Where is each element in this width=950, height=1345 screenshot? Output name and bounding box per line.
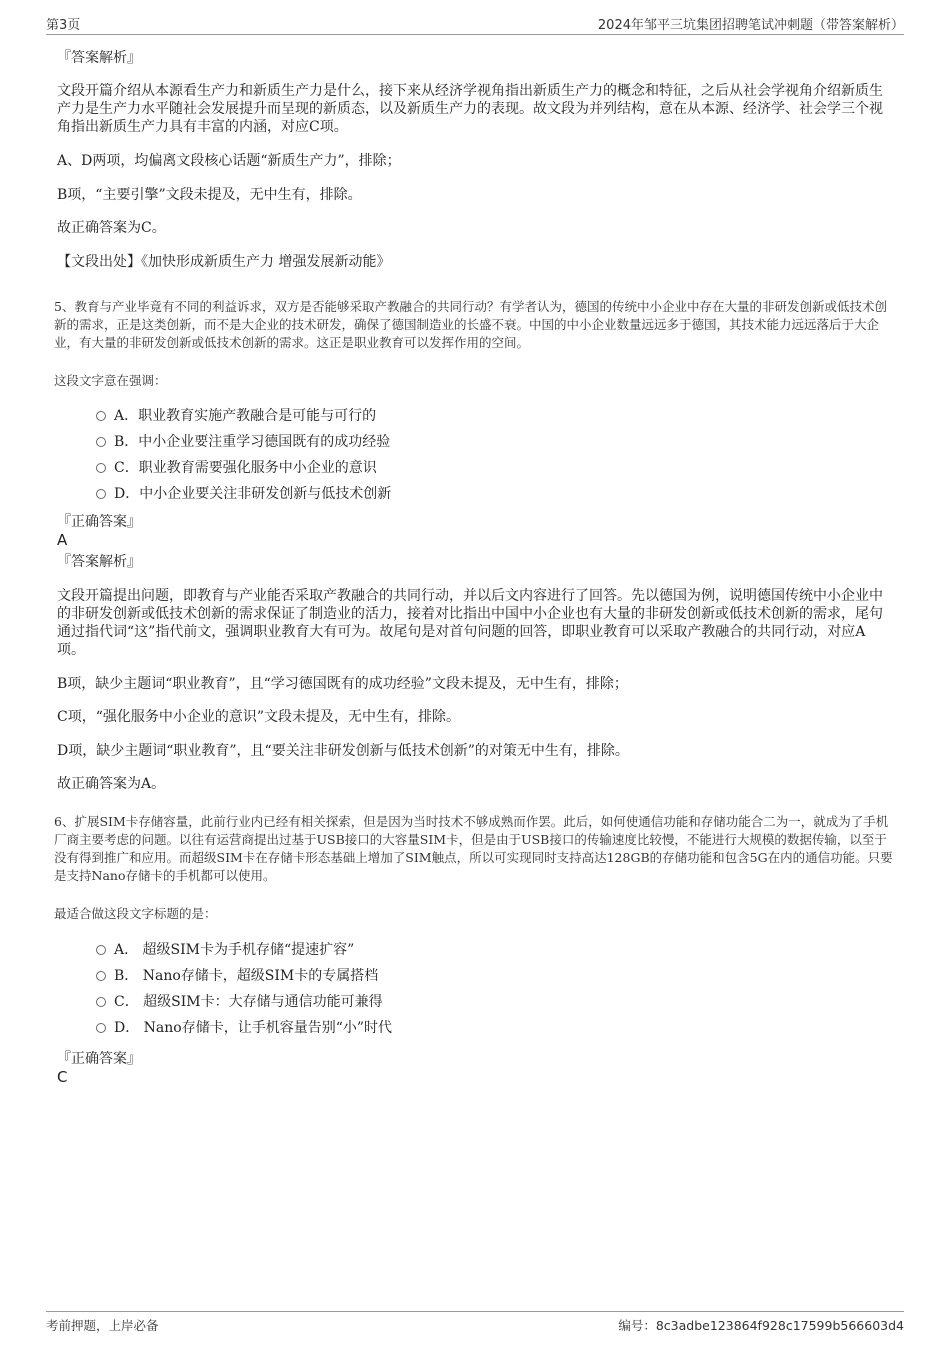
page-number: 第3页 [46,18,81,33]
q4-analysis-p1: 文段开篇介绍从本源看生产力和新质生产力是什么，接下来从经济学视角指出新质生产力的概念和特征，之后从社会学视角介绍新质生产力是生产力水平随社会发展提升而呈现的新质态，以及新质生产力的表现。故文段为并列结构，意在从本源、经济学、社会学三个视角指出新质生产力具有丰富的内涵，对应C项。 [57,83,883,135]
q5-option-d[interactable]: D．中小企业要关注非研发创新与低技术创新 [96,485,391,503]
q4-analysis-label: 『答案解析』 [57,50,141,66]
page-footer [46,1311,904,1335]
q6-option-b[interactable]: B． Nano存储卡，超级SIM卡的专属搭档 [96,967,378,985]
radio-icon[interactable] [96,997,106,1007]
radio-icon[interactable] [96,971,106,981]
q5-analysis-p2: B项，缺少主题词“职业教育”，且“学习德国既有的成功经验”文段未提及，无中生有，排除； [57,676,628,692]
page-header [46,14,904,35]
document-id: 编号：8c3adbe123864f928c17599b566603d4 [618,1318,904,1333]
radio-icon[interactable] [96,945,106,955]
document-title: 2024年邹平三坑集团招聘笔试冲刺题（带答案解析） [597,18,904,33]
radio-icon[interactable] [96,437,106,447]
q5-stem: 5、教育与产业毕竟有不同的利益诉求，双方是否能够采取产教融合的共同行动？有学者认为，德国的传统中小企业中存在大量的非研发创新或低技术创新的需求，正是这类创新，而不是大企业的技术研发，确保了德国制造业的长盛不衰。中国的中小企业数量远远多于德国，其技术能力远远落后于大企业，有大量的非研发创新或低技术创新的需求。这正是职业教育可以发挥作用的空间。 [54,299,887,350]
q6-option-a[interactable]: A． 超级SIM卡为手机存储“提速扩容” [96,941,354,959]
q5-analysis-p3: C项，“强化服务中小企业的意识”文段未提及，无中生有，排除。 [57,709,461,725]
radio-icon[interactable] [96,489,106,499]
q5-analysis-p1: 文段开篇提出问题，即教育与产业能否采取产教融合的共同行动，并以后文内容进行了回答。先以德国为例，说明德国传统中小企业中的非研发创新或低技术创新的需求保证了制造业的活力，接着对比指出中国中小企业也有大量的非研发创新或低技术创新的需求，尾句通过指代词“这”指代前文，强调职业教育大有可为。故尾句是对首句问题的回答，即职业教育可以采取产教融合的共同行动，对应A项。 [57,588,883,658]
q5-option-b[interactable]: B．中小企业要注重学习德国既有的成功经验 [96,433,390,451]
q5-analysis-p5: 故正确答案为A。 [57,776,166,792]
q6-question: 最适合做这段文字标题的是： [54,906,217,921]
q5-option-c[interactable]: C．职业教育需要强化服务中小企业的意识 [96,459,377,477]
q5-analysis-label: 『答案解析』 [57,554,141,570]
q6-answer: C [57,1068,68,1086]
q4-analysis-p2: A、D两项，均偏离文段核心话题“新质生产力”，排除； [57,153,401,169]
radio-icon[interactable] [96,1023,106,1033]
q6-stem: 6、扩展SIM卡存储容量，此前行业内已经有相关探索，但是因为当时技术不够成熟而作罢。此后，如何使通信功能和存储功能合二为一，就成为了手机厂商主要考虑的问题。以往有运营商提出过基于USB接口的大容量SIM卡，但是由于USB接口的传输速度比较慢，不能进行大规模的数据传输，以至于没有得到推广和应用。而超级SIM卡在存储卡形态基础上增加了SIM触点，所以可实现同时支持高达128GB的存储功能和包含5G在内的通信功能。只要是支持Nano存储卡的手机都可以使用。 [54,814,893,883]
q5-question: 这段文字意在强调： [54,373,167,388]
q6-answer-label: 『正确答案』 [57,1051,141,1067]
q4-analysis-p3: B项，“主要引擎”文段未提及，无中生有，排除。 [57,187,362,203]
q4-analysis-p4: 故正确答案为C。 [57,220,166,236]
q5-option-a[interactable]: A．职业教育实施产教融合是可能与可行的 [96,407,376,425]
q5-answer-label: 『正确答案』 [57,514,141,530]
footer-slogan: 考前押题，上岸必备 [46,1318,159,1333]
radio-icon[interactable] [96,411,106,421]
q6-option-c[interactable]: C． 超级SIM卡：大存储与通信功能可兼得 [96,993,383,1011]
q5-analysis-p4: D项，缺少主题词“职业教育”，且“要关注非研发创新与低技术创新”的对策无中生有，排除。 [57,743,629,759]
q6-option-d[interactable]: D． Nano存储卡，让手机容量告别“小”时代 [96,1019,392,1037]
q5-answer: A [57,531,68,549]
q4-source: 【文段出处】《加快形成新质生产力 增强发展新动能》 [57,254,391,270]
radio-icon[interactable] [96,463,106,473]
